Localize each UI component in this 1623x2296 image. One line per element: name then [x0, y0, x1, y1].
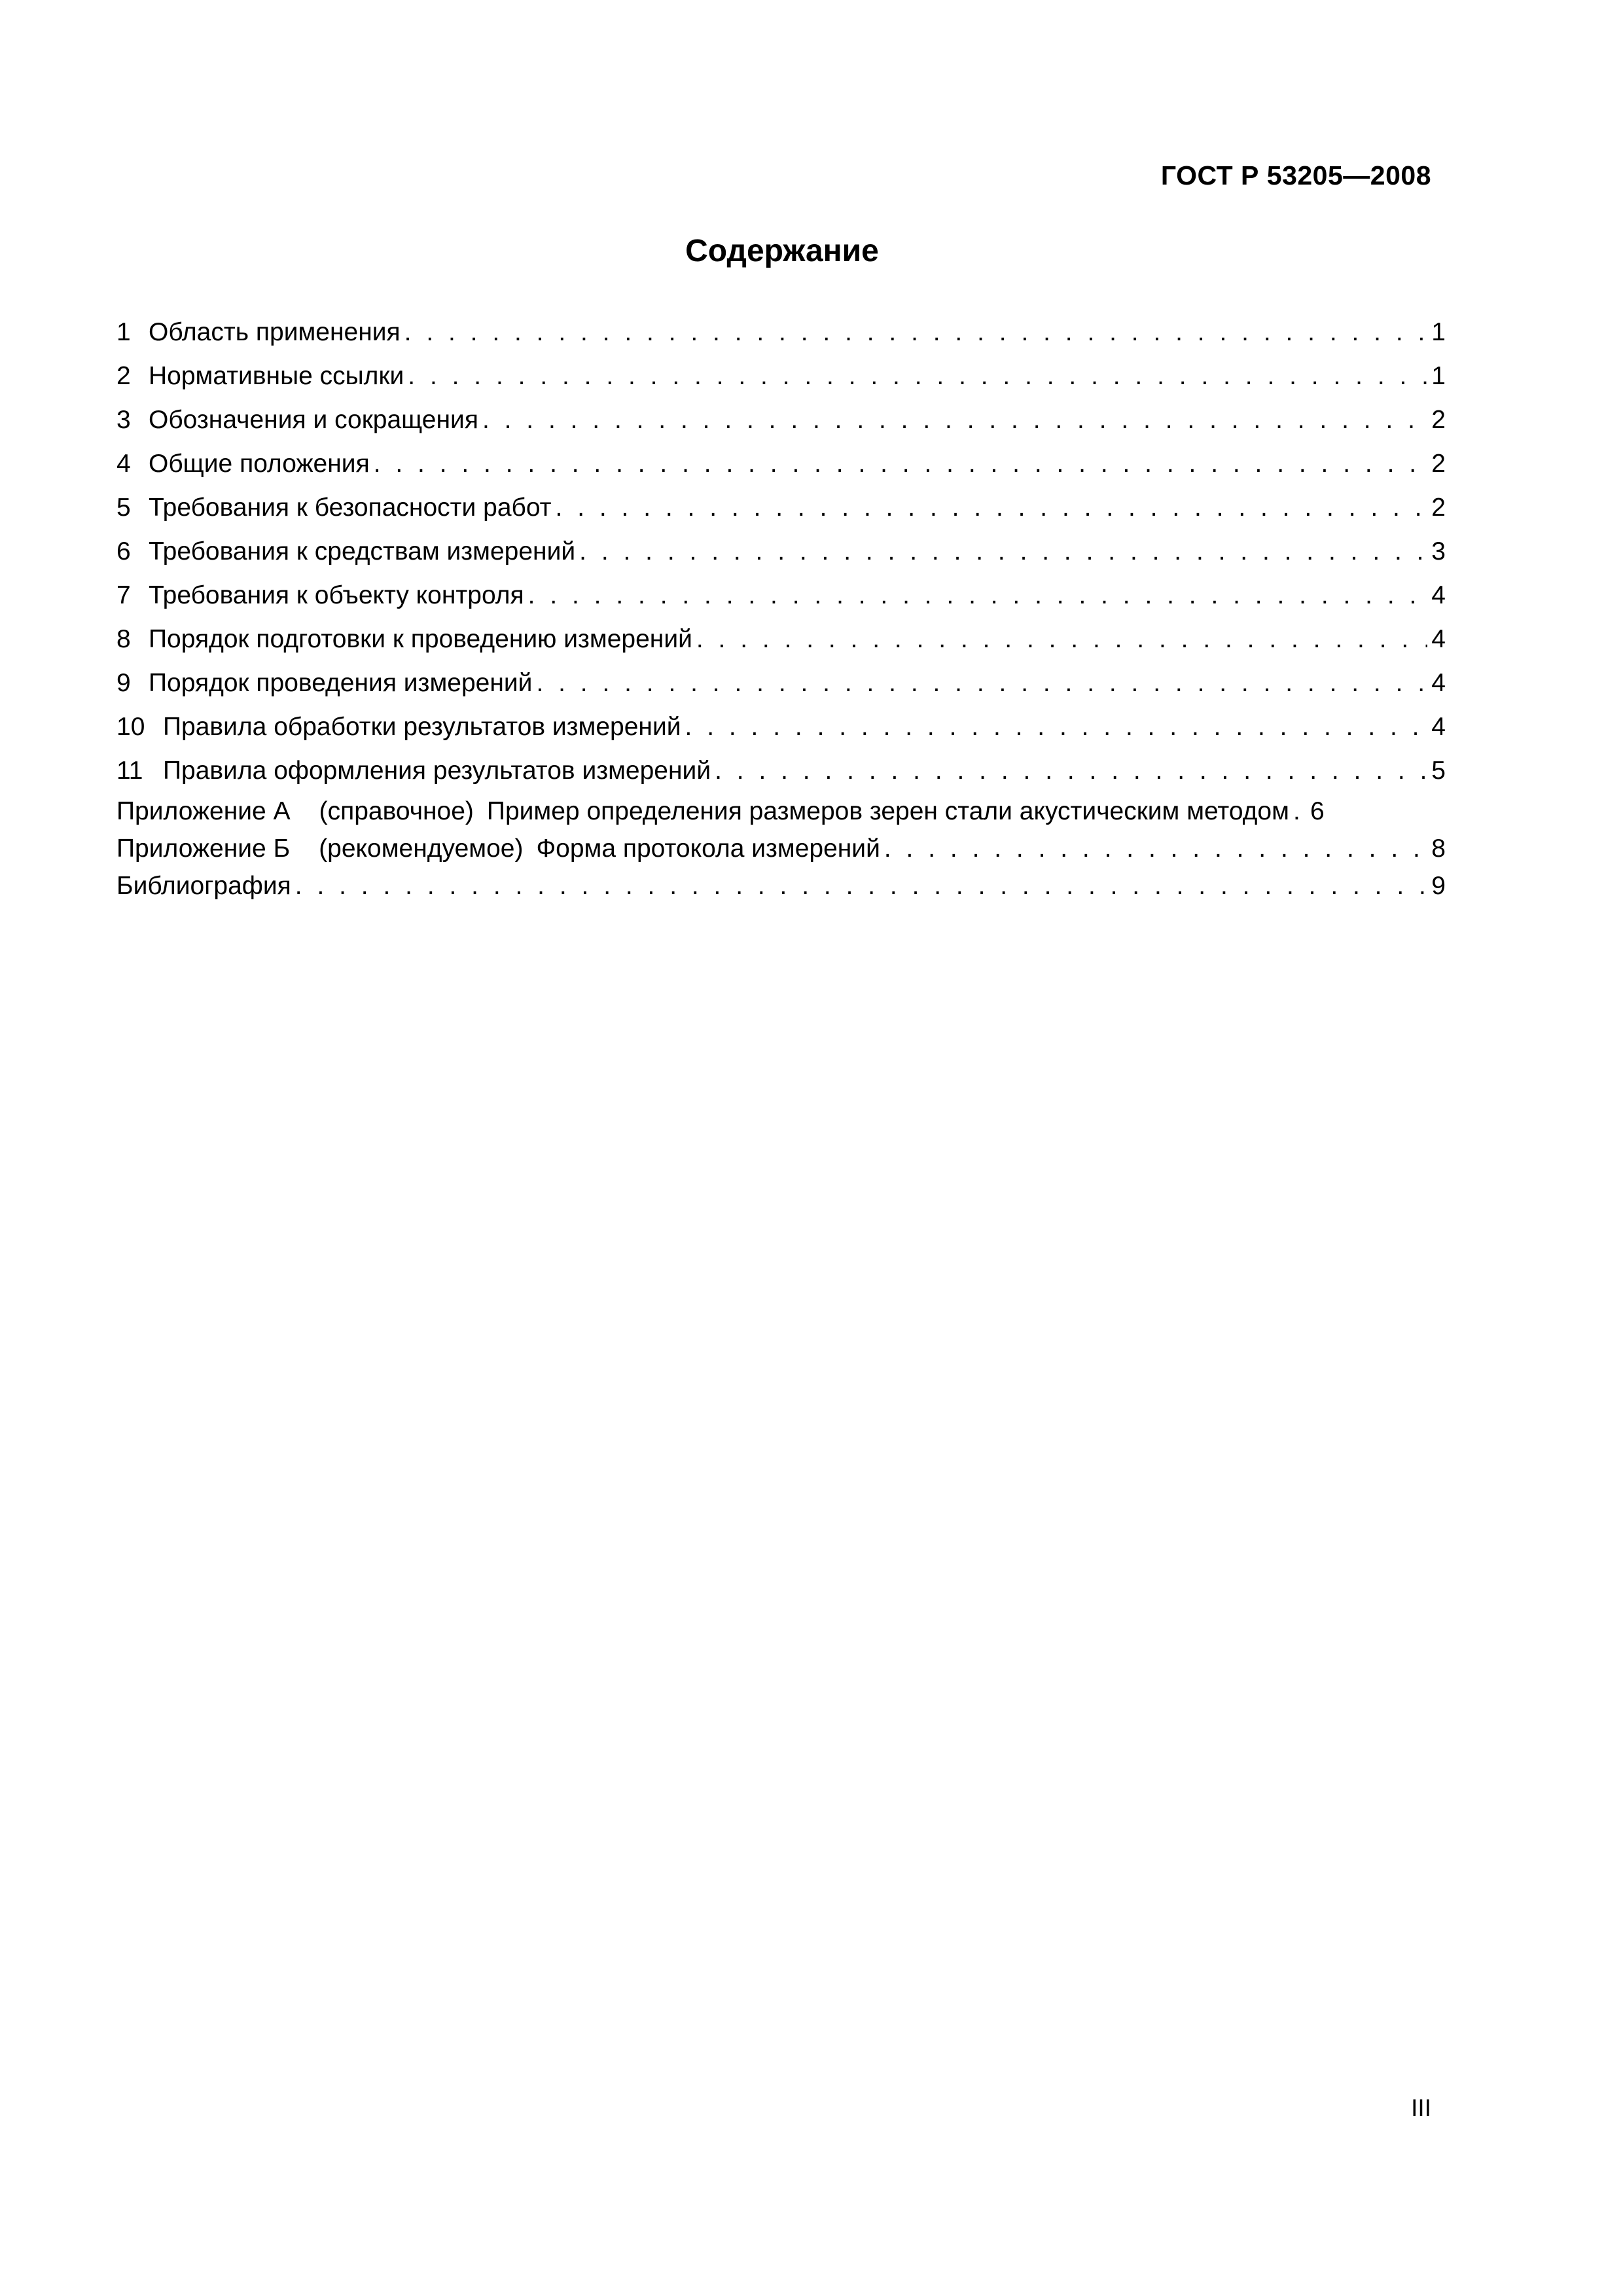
toc-entry-title: Требования к безопасности работ — [149, 493, 552, 522]
toc-entry-title: Требования к объекту контроля — [149, 581, 524, 609]
dot-leader — [404, 310, 1428, 354]
toc-entry[interactable] — [116, 529, 1446, 573]
annex-page: 8 — [1431, 834, 1446, 863]
dot-leader — [408, 354, 1427, 398]
toc-entry-page: 4 — [1431, 713, 1446, 741]
toc-entry-page: 2 — [1431, 493, 1446, 522]
toc-entry[interactable] — [116, 749, 1446, 793]
toc-entry-number: 3 — [116, 406, 131, 434]
toc-entry-number: 2 — [116, 362, 131, 390]
toc-title: Содержание — [685, 234, 879, 268]
toc-entry-title: Обозначения и сокращения — [149, 406, 478, 434]
table-of-contents — [116, 310, 1446, 905]
dot-leader — [579, 529, 1427, 573]
toc-entry-title: Область применения — [149, 318, 401, 346]
toc-entry[interactable] — [116, 705, 1446, 749]
toc-entry-title: Правила оформления результатов измерений — [163, 757, 711, 785]
toc-annex-entry[interactable] — [116, 793, 1446, 830]
toc-entry-number: 5 — [116, 493, 131, 522]
toc-entry-title: Порядок подготовки к проведению измерений — [149, 625, 692, 653]
toc-entry-page: 5 — [1431, 757, 1446, 785]
dot-leader — [1293, 793, 1306, 830]
annex-page: 6 — [1310, 797, 1325, 825]
annex-kind: (рекомендуемое) — [319, 834, 524, 863]
toc-entry-page: 4 — [1431, 581, 1446, 609]
toc-bibliography-entry[interactable] — [116, 867, 1446, 905]
annex-title: Пример определения размеров зерен стали акустическим методом — [486, 797, 1289, 825]
bibliography-title: Библиография — [116, 872, 291, 900]
annex-title: Форма протокола измерений — [536, 834, 880, 863]
toc-entry-title: Нормативные ссылки — [149, 362, 404, 390]
annex-label: Приложение А — [116, 797, 291, 825]
toc-entry-number: 1 — [116, 318, 131, 346]
toc-entry-number: 7 — [116, 581, 131, 609]
dot-leader — [556, 486, 1428, 529]
toc-entry-page: 2 — [1431, 406, 1446, 434]
dot-leader — [374, 442, 1428, 486]
bibliography-page: 9 — [1431, 872, 1446, 900]
dot-leader — [536, 661, 1427, 705]
toc-entry-title: Правила обработки результатов измерений — [163, 713, 681, 741]
toc-entry-number: 6 — [116, 537, 131, 565]
toc-entry-page: 2 — [1431, 450, 1446, 478]
dot-leader — [528, 573, 1428, 617]
toc-entry-title: Порядок проведения измерений — [149, 669, 533, 697]
toc-entry-page: 3 — [1431, 537, 1446, 565]
toc-entry-page: 4 — [1431, 625, 1446, 653]
dot-leader — [715, 749, 1427, 793]
annex-label: Приложение Б — [116, 834, 291, 863]
toc-entry-number: 10 — [116, 713, 145, 741]
toc-annex-entry[interactable] — [116, 830, 1446, 867]
toc-entry[interactable] — [116, 310, 1446, 354]
annex-kind: (справочное) — [319, 797, 474, 825]
toc-entry-page: 1 — [1431, 362, 1446, 390]
dot-leader — [295, 867, 1428, 905]
dot-leader — [685, 705, 1428, 749]
toc-entry[interactable] — [116, 573, 1446, 617]
toc-entry[interactable] — [116, 442, 1446, 486]
toc-entry-page: 1 — [1431, 318, 1446, 346]
toc-entry-number: 8 — [116, 625, 131, 653]
toc-entry-page: 4 — [1431, 669, 1446, 697]
toc-entry[interactable] — [116, 486, 1446, 529]
toc-entry[interactable] — [116, 661, 1446, 705]
toc-entry-title: Общие положения — [149, 450, 370, 478]
toc-entry-title: Требования к средствам измерений — [149, 537, 576, 565]
toc-entry-number: 11 — [116, 757, 143, 785]
dot-leader — [482, 398, 1427, 442]
toc-entry[interactable] — [116, 617, 1446, 661]
page-number: III — [1411, 2094, 1431, 2121]
dot-leader — [884, 830, 1427, 867]
dot-leader — [696, 617, 1427, 661]
toc-entry[interactable] — [116, 398, 1446, 442]
document-code: ГОСТ Р 53205—2008 — [1160, 160, 1431, 190]
toc-entry-number: 4 — [116, 450, 131, 478]
toc-entry[interactable] — [116, 354, 1446, 398]
toc-entry-number: 9 — [116, 669, 131, 697]
